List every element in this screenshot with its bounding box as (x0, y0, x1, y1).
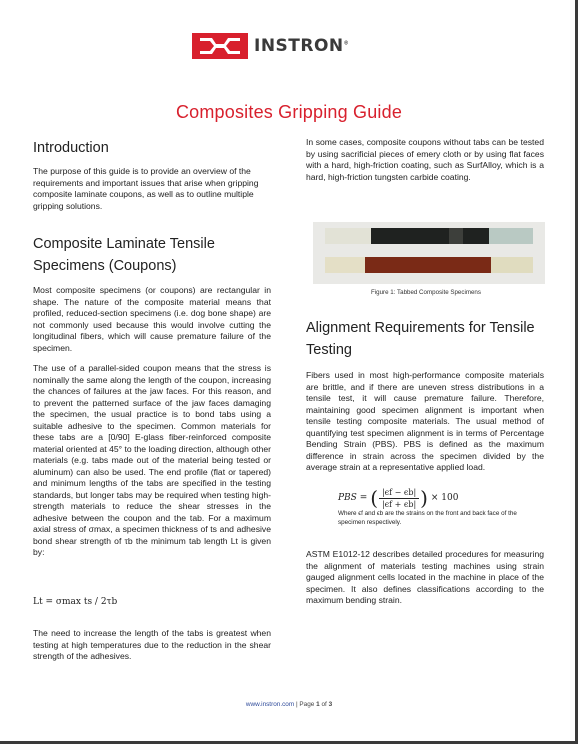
alignment-paragraph: Fibers used in most high-performance composite materials are brittle, and if there are uneven stress distributions in a tensile test, it will cause premature failure. Therefore, maintaining good specimen alignment is important when tensile testing composite materials. The usual method of quantifying test specimen alignment is in terms of Percentage Bending Strain (PBS). PBS is defined as the maximum difference in strain across the specimen divided by the average strain at a representative applied load. (306, 370, 544, 472)
page-total: 3 (328, 701, 333, 708)
laminate-heading-line2: Specimens (Coupons) (33, 258, 177, 274)
page-number: 1 (316, 701, 320, 708)
logo-wordmark: INSTRON® (254, 36, 350, 56)
alignment-heading-line1: Alignment Requirements for Tensile (306, 320, 535, 336)
instron-logo (192, 33, 349, 59)
instron-logo-mark-icon (192, 33, 248, 59)
introduction-heading: Introduction (33, 140, 109, 156)
pbs-formula: PBS = ( |ϵf − ϵb| |ϵf + ϵb| ) × 100 (338, 486, 459, 510)
laminate-heading-line1: Composite Laminate Tensile (33, 236, 215, 252)
laminate-paragraph-1: Most composite specimens (or coupons) are rectangular in shape. The nature of the composite material means that profiled, reduced-section specimens (i.e. dog bone shape) are not commonly used because this would involve cutting the longitudinal fibers, which will cause premature failure of the specimen. (33, 285, 271, 353)
specimen-strip-2 (325, 257, 533, 273)
website-link[interactable]: www.instron.com (245, 701, 295, 708)
alignment-heading-line2: Testing (306, 342, 352, 358)
page-footer: www.instron.com | Page 1 of 3 (245, 701, 333, 708)
astm-paragraph: ASTM E1012-12 describes detailed procedures for measuring the alignment of materials testing machines using strain gauged alignment cells located in the machine in place of the specimen. It also defines classifications according to the maximum bending strain. (306, 549, 544, 605)
pbs-note: Where ϵf and ϵb are the strains on the front and back face of the specimen respectively. (338, 510, 517, 526)
laminate-paragraph-2: The use of a parallel-sided coupon means that the stress is nominally the same along the length of the coupon, increasing the chances of failures at the jaw faces. For this reason, and to prevent the patterned surface of the jaw faces damaging the specimen, the usual practice is to bond tabs using a suitable adhesive to the specimen. Common materials for these tabs are a [0/90] E-glass fiber-reinforced composite material oriented at 45° to the loading direction, although other materials (e.g. tabs made out of the material being tested or aluminum) can also be used. The end profile (flat or tapered) and minimum lengths of the tabs are specified in the testing standards, but longer tabs may be required when testing high-strength materials to reduce the shear stresses in the adhesive between the coupon and the tab. For a maximum axial stress of σmax, a specimen thickness of ts and adhesive bond shear strength of τb the minimum tab length Lt is given by: (33, 363, 271, 557)
tabbed-specimens-figure (313, 222, 545, 284)
laminate-paragraph-3: The need to increase the length of the tabs is greatest when testing at high temperatures due to the reduction in the shear strength of the adhesives. (33, 628, 271, 661)
emery-cloth-paragraph: In some cases, composite coupons without tabs can be tested by using sacrificial pieces of emery cloth or by using flat faces with a hard, high-friction coating, such as SurfAlloy, which is a hard, high-friction tungsten carbide coating. (306, 137, 544, 182)
introduction-paragraph: The purpose of this guide is to provide an overview of the requirements and important issues that arise when gripping composite laminate coupons, as well as to outline multiple gripping solutions. (33, 166, 259, 211)
specimen-strip-1 (325, 228, 533, 244)
tab-length-formula: Lt = σmax ts / 2τb (33, 597, 118, 607)
document-title: Composites Gripping Guide (175, 102, 403, 122)
figure-caption: Figure 1: Tabbed Composite Specimens (371, 289, 481, 296)
